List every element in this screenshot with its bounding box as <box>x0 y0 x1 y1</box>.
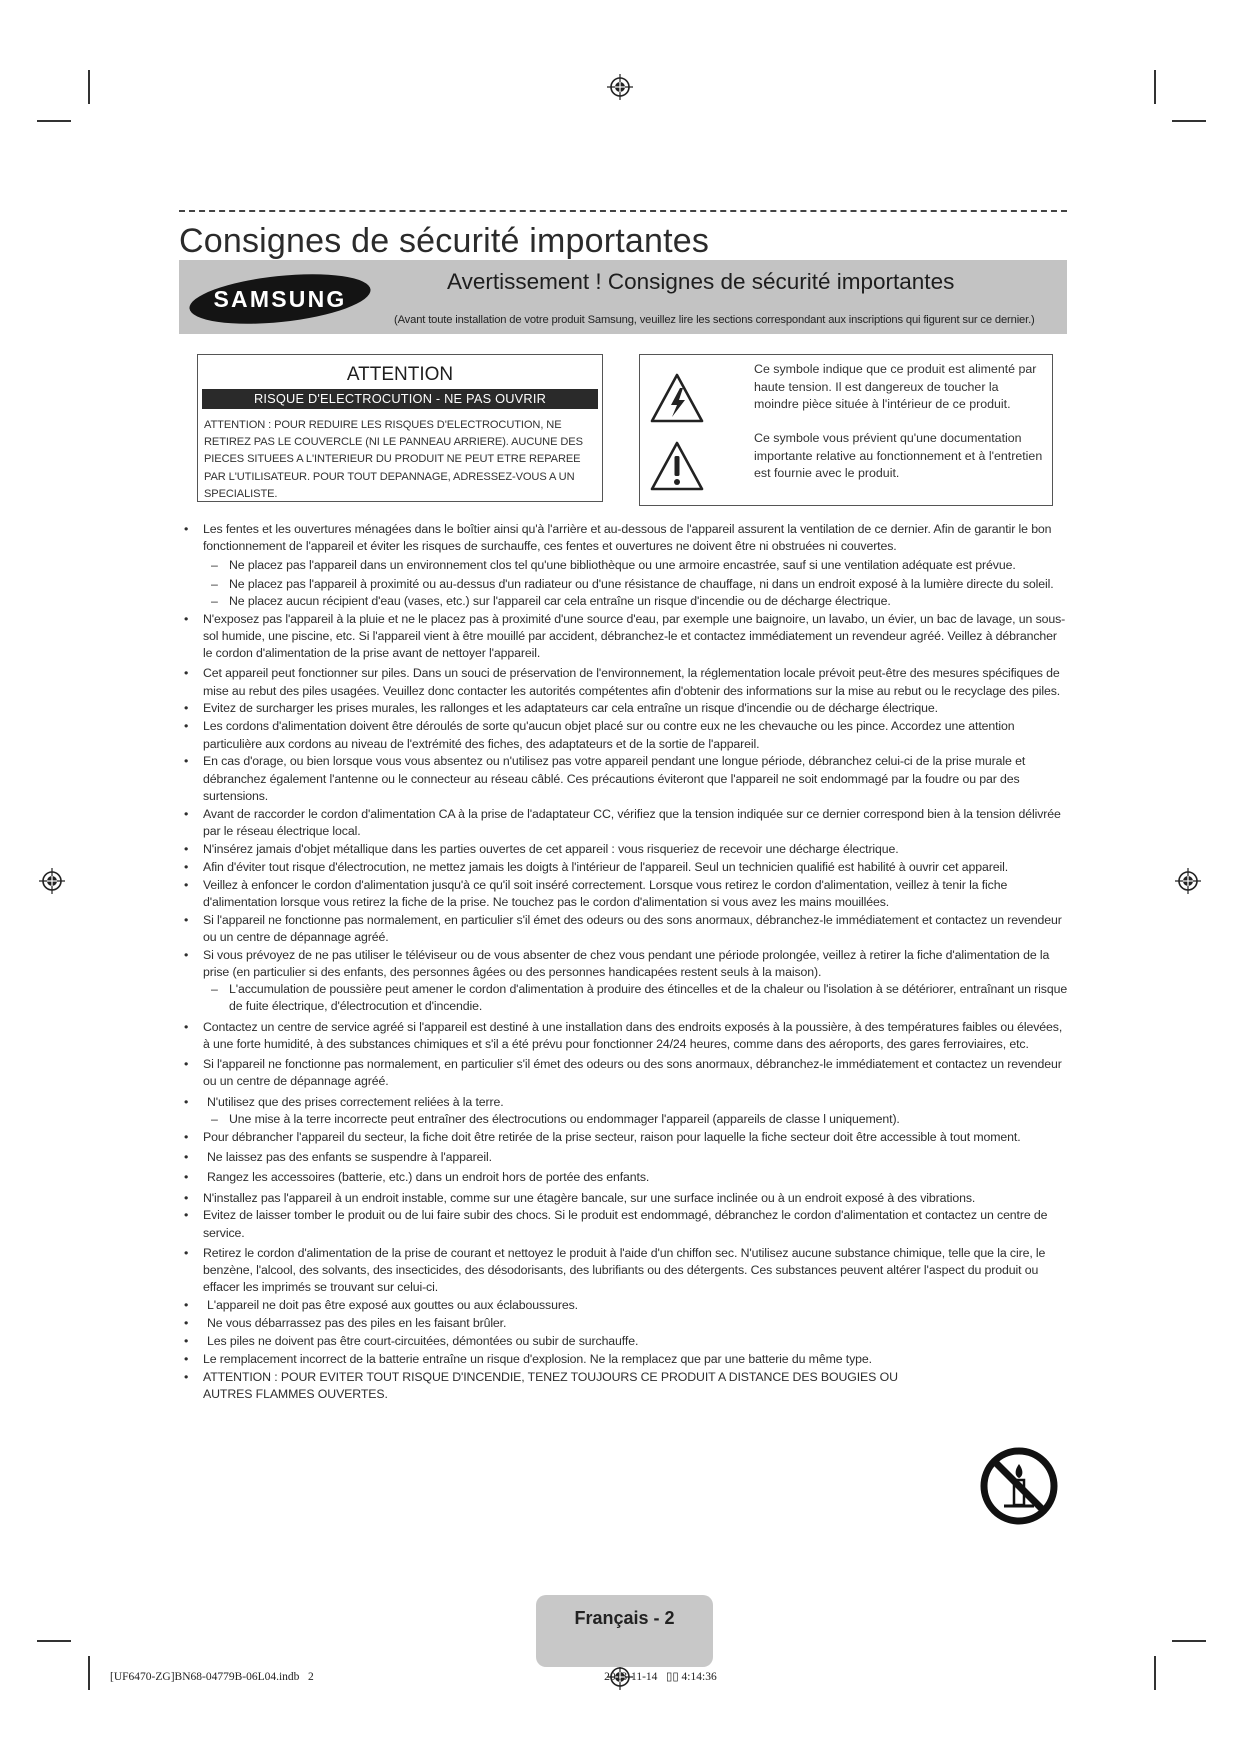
list-item-text: Ne laissez pas des enfants se suspendre à l'appareil. <box>207 1150 492 1165</box>
registration-mark-icon <box>39 868 65 894</box>
list-item: • Afin d'éviter tout risque d'électrocution, ne mettez jamais les doigts à l'intérieur de l'appareil. Seul un technicien qualifié est habilité à ouvrir cet appareil. <box>183 859 1068 876</box>
warning-banner <box>179 260 1067 334</box>
crop-mark <box>88 70 90 104</box>
page-number: Français - 2 <box>574 1608 675 1628</box>
list-item: • Les cordons d'alimentation doivent être déroulés de sorte qu'aucun objet placé sur ou contre eux ne les chevauche ou les pince. Accordez une attention particulière aux cordons au niveau de l'extrémité des fiches, des adaptateurs et de la sortie de l'appareil. <box>183 718 1068 753</box>
list-item <box>183 1315 1068 1332</box>
list-item <box>183 1094 1068 1129</box>
crop-mark <box>88 1656 90 1690</box>
list-item-text: Ne vous débarrassez pas des piles en les faisant brûler. <box>207 1316 507 1331</box>
sub-list-item: – Ne placez aucun récipient d'eau (vases, etc.) sur l'appareil car cela entraîne un risque d'incendie ou de décharge électrique. <box>183 593 1068 610</box>
crop-mark <box>1154 70 1156 104</box>
list-item: • Le remplacement incorrect de la batterie entraîne un risque d'explosion. Ne la remplacez que par une batterie du même type. <box>183 1351 1068 1368</box>
page-title: Consignes de sécurité importantes <box>179 222 710 260</box>
list-item <box>183 521 1068 610</box>
registration-mark-icon <box>607 74 633 100</box>
banner-title: Avertissement ! Consignes de sécurité importantes <box>447 269 955 294</box>
list-item-text: L'appareil ne doit pas être exposé aux gouttes ou aux éclaboussures. <box>207 1298 578 1313</box>
registration-mark-icon <box>1175 868 1201 894</box>
list-item-text: N'utilisez que des prises correctement reliées à la terre. <box>207 1094 504 1109</box>
list-item <box>183 1333 1068 1350</box>
safety-list <box>183 521 1068 1404</box>
list-item: • En cas d'orage, ou bien lorsque vous vous absentez ou n'utilisez pas votre appareil pendant une longue période, débranchez celui-ci de la prise murale et débranchez également l'antenne ou le connecteur au réseau câblé. Ces précautions éviteront que l'appareil ne soit endommagé par la foudre ou par des surtensions. <box>183 753 1068 805</box>
high-voltage-warning-icon <box>650 373 704 423</box>
sub-list-item: – Ne placez pas l'appareil à proximité ou au-dessus d'un radiateur ou d'une résistance de chauffage, ni dans un endroit exposé à la lumière directe du soleil. <box>183 576 1068 593</box>
list-item: • N'exposez pas l'appareil à la pluie et ne le placez pas à proximité d'une source d'eau, par exemple une baignoire, un lavabo, un évier, un bac de lavage, un sous-sol humide, une piscine, etc. Si l'appareil vient à être mouillé par accident, débranchez-le et contactez immédiatement un revendeur agréé. Veillez à débrancher le cordon d'alimentation de la prise avant de nettoyer l'appareil. <box>183 611 1068 663</box>
list-item: • Contactez un centre de service agréé si l'appareil est destiné à une installation dans des endroits exposés à la poussière, à des températures faibles ou élevées, à une forte humidité, à des substances chimiques et s'il a été prévu pour fonctionner 24/24 heures, comme dans des aéroports, des gares ferroviaires, etc. <box>183 1019 1068 1054</box>
sub-list <box>203 1111 1068 1128</box>
sub-list <box>203 981 1068 1016</box>
attention-bar: RISQUE D'ELECTROCUTION - NE PAS OUVRIR <box>202 389 598 409</box>
list-item: • Retirez le cordon d'alimentation de la prise de courant et nettoyez le produit à l'aide d'un chiffon sec. N'utilisez aucune substance chimique, telle que la cire, le benzène, l'alcool, des solvants, des insecticides, des désodorisants, des lubrifiants ou des détergents. Ces substances peuvent altérer l'aspect du produit ou effacer les imprimés se trouvant sur celui-ci. <box>183 1245 1068 1297</box>
crop-mark <box>1172 120 1206 122</box>
list-item <box>183 947 1068 1016</box>
symbol-description: Ce symbole vous prévient qu'une documentation importante relative au fonctionnement et à l'entretien est fournie avec le produit. <box>754 431 1043 481</box>
list-item: • Veillez à enfoncer le cordon d'alimentation jusqu'à ce qu'il soit inséré correctement. Lorsque vous retirez le cordon d'alimentation, veillez à tenir la fiche d'alimentation lorsque vous retirez la fiche de la prise. Ne touchez pas le cordon d'alimentation si vous avez les mains mouillées. <box>183 877 1068 912</box>
attention-box <box>197 354 603 502</box>
samsung-logo <box>187 272 373 326</box>
sub-list-item: – L'accumulation de poussière peut amener le cordon d'alimentation à produire des étincelles et de la chaleur ou l'isolation à se détériorer, entraînant un risque de fuite électrique, d'électrocution et d'incendie. <box>183 981 1068 1016</box>
list-item: • ATTENTION : POUR EVITER TOUT RISQUE D'INCENDIE, TENEZ TOUJOURS CE PRODUIT A DISTANCE DES BOUGIES OU AUTRES FLAMMES OUVERTES. <box>183 1369 933 1404</box>
list-item: • Avant de raccorder le cordon d'alimentation CA à la prise de l'adaptateur CC, vérifiez que la tension indiquée sur ce dernier correspond bien à la tension délivrée par le réseau électrique local. <box>183 806 1068 841</box>
banner-subtitle: (Avant toute installation de votre produit Samsung, veuillez lire les sections correspondant aux inscriptions qui figurent sur ce dernier.) <box>394 314 1035 326</box>
sub-list <box>203 556 1068 611</box>
exclamation-warning-icon <box>650 441 704 491</box>
sub-list-item: – Une mise à la terre incorrecte peut entraîner des électrocutions ou endommager l'appareil (appareils de classe l uniquement). <box>183 1111 1068 1128</box>
crop-mark <box>37 120 71 122</box>
list-item: • Si l'appareil ne fonctionne pas normalement, en particulier s'il émet des odeurs ou des sons anormaux, débranchez-le immédiatement et contactez un revendeur ou un centre de dépannage agréé. <box>183 912 1068 947</box>
list-item: • Pour débrancher l'appareil du secteur, la fiche doit être retirée de la prise secteur, raison pour laquelle la fiche secteur doit être accessible à tout moment. <box>183 1129 1068 1146</box>
attention-text: ATTENTION : POUR REDUIRE LES RISQUES D'ELECTROCUTION, NE RETIREZ PAS LE COUVERCLE (NI LE PANNEAU ARRIERE). AUCUNE DES PIECES SITUEES A L'INTERIEUR DU PRODUIT NE PEUT ETRE REPAREE PAR L'UTILISATEUR. POUR TOUT DEPANNAGE, ADRESSEZ-VOUS A UN SPECIALISTE. <box>204 419 583 500</box>
crop-mark <box>37 1640 71 1642</box>
list-item-text: Les fentes et les ouvertures ménagées dans le boîtier ainsi qu'à l'arrière et au-dessous de l'appareil assurent la ventilation de ce dernier. Afin de garantir le bon fonctionnement de l'appareil et éviter les risques de surchauffe, ces fentes et ouvertures ne doivent être ni obstruées ni couvertes. <box>203 522 1052 554</box>
crop-mark <box>1154 1656 1156 1690</box>
list-item: • Evitez de laisser tomber le produit ou de lui faire subir des chocs. Si le produit est endommagé, débranchez le cordon d'alimentation et contactez un centre de service. <box>183 1207 1068 1242</box>
symbol-description: Ce symbole indique que ce produit est alimenté par haute tension. Il est dangereux de toucher la moindre pièce située à l'intérieur de ce produit. <box>754 362 1037 412</box>
dashed-divider <box>179 210 1067 212</box>
list-item-text: Si vous prévoyez de ne pas utiliser le téléviseur ou de vous absenter de chez vous pendant une période prolongée, veillez à retirer la fiche d'alimentation de la prise (en particulier si des enfants, des personnes âgées ou des personnes handicapées restent seuls à la maison). <box>203 947 1050 979</box>
list-item: • N'insérez jamais d'objet métallique dans les parties ouvertes de cet appareil : vous risqueriez de recevoir une décharge électrique. <box>183 841 1068 858</box>
list-item <box>183 1149 1068 1166</box>
attention-title: ATTENTION <box>346 364 454 385</box>
page-number-tab <box>536 1595 713 1667</box>
list-item: • Evitez de surcharger les prises murales, les rallonges et les adaptateurs car cela entraîne un risque d'incendie ou de décharge électrique. <box>183 700 1068 717</box>
list-item: • Cet appareil peut fonctionner sur piles. Dans un souci de préservation de l'environnement, la réglementation locale prévoit peut-être des mesures spécifiques de mise au rebut des piles usagées. Veuillez donc contacter les autorités compétentes afin d'obtenir des informations sur la mise au rebut ou le recyclage des piles. <box>183 665 1068 700</box>
sub-list-item: – Ne placez pas l'appareil dans un environnement clos tel qu'une bibliothèque ou une armoire encastrée, sauf si une ventilation adéquate est prévue. <box>183 556 1068 574</box>
print-info: [UF6470-ZG]BN68-04779B-06L04.indb 2 2013-11-14 ▯▯ 4:14:36 <box>110 1671 717 1683</box>
list-item-text: Les piles ne doivent pas être court-circuitées, démontées ou subir de surchauffe. <box>207 1333 639 1348</box>
list-item: • Si l'appareil ne fonctionne pas normalement, en particulier s'il émet des odeurs ou des sons anormaux, débranchez-le immédiatement et contactez un revendeur ou un centre de dépannage agréé. <box>183 1056 1068 1091</box>
crop-mark <box>1172 1640 1206 1642</box>
list-item: • N'installez pas l'appareil à un endroit instable, comme sur une étagère bancale, sur une surface inclinée ou à un endroit exposé à des vibrations. <box>183 1190 1068 1207</box>
list-item-text: Rangez les accessoires (batterie, etc.) dans un endroit hors de portée des enfants. <box>207 1170 650 1185</box>
no-open-flame-icon <box>979 1446 1059 1526</box>
symbols-box <box>639 354 1053 506</box>
list-item <box>183 1297 1068 1314</box>
list-item <box>183 1169 1068 1186</box>
logo-text: SAMSUNG <box>213 286 347 312</box>
